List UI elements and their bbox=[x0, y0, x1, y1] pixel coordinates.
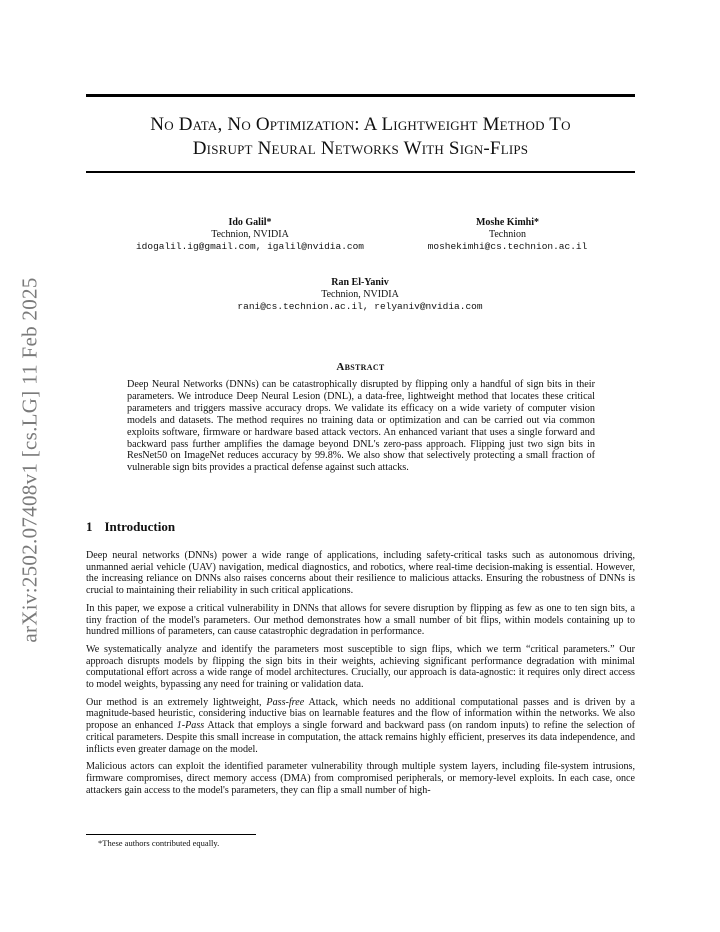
paragraph-4-text-b: Attack, which needs no additional computational passes and is driven by a magnitude-based heuristic, considering inductive bias on learnable features and the flow of information within the networks. We also propose an enhanced bbox=[86, 696, 635, 732]
abstract-heading: Abstract bbox=[336, 361, 385, 373]
paragraph-4-text-a: Our method is an extremely lightweight, bbox=[86, 696, 267, 708]
introduction-body bbox=[86, 550, 635, 802]
author-affiliation: Technion bbox=[488, 229, 527, 240]
paragraph-4 bbox=[86, 697, 635, 756]
section-heading bbox=[86, 519, 175, 535]
one-pass-term: 1-Pass bbox=[176, 720, 205, 732]
paragraph-4-text-c: Attack that employs a single forward and backward pass (on random inputs) to refine the selection of critical parameters. Despite this small increase in computation, the attack remains highly efficient, preserves its data independence, and inflicts even greater damage on the model. bbox=[86, 720, 635, 755]
paragraph-5: Malicious actors can exploit the identified parameter vulnerability through multiple system layers, including file-system intrusions, firmware compromises, direct memory access (DMA) from compromised peripherals, or memory-level exploits. In each case, once attackers gain access to the model's parameters, they can flip a small number of high- bbox=[86, 761, 635, 796]
title-line-1: No Data, No Optimization: A Lightweight Method To bbox=[150, 114, 571, 135]
author-name: Moshe Kimhi* bbox=[475, 217, 540, 228]
paragraph-3: We systematically analyze and identify the parameters most susceptible to sign flips, which we term “critical parameters.” Our approach disrupts models by flipping the sign bits in their weights, achieving significant performance degradation with minimal computational effort across a wide range of model architectures. Crucially, our approach is data-agnostic: it requires only direct access to model weights, bypassing any need for training or validation data. bbox=[86, 643, 635, 691]
author-block-2 bbox=[385, 217, 630, 253]
author-email: rani@cs.technion.ac.il, relyaniv@nvidia.com bbox=[237, 301, 483, 312]
author-name: Ido Galil* bbox=[228, 217, 272, 228]
footnote-rule bbox=[86, 834, 256, 835]
title-rule-top bbox=[86, 94, 635, 97]
section-number: 1 bbox=[86, 519, 93, 534]
paragraph-2: In this paper, we expose a critical vulnerability in DNNs that allows for severe disruption by flipping as few as one to ten sign bits, a tiny fraction of the model's parameters. Our method demonstrates how a small number of bit flips, within models containing up to hundred millions of parameters, can cause catastrophic degradation in performance. bbox=[86, 602, 635, 638]
pass-free-term: Pass-free bbox=[266, 696, 305, 708]
section-title: Introduction bbox=[104, 519, 176, 534]
arxiv-identifier bbox=[10, 250, 50, 670]
title-line-2: Disrupt Neural Networks With Sign-Flips bbox=[192, 138, 529, 159]
author-block-1 bbox=[110, 217, 390, 253]
author-name: Ran El-Yaniv bbox=[331, 277, 389, 288]
author-email: idogalil.ig@gmail.com, igalil@nvidia.com bbox=[135, 241, 365, 252]
author-email: moshekimhi@cs.technion.ac.il bbox=[427, 241, 588, 252]
arxiv-identifier-text: arXiv:2502.07408v1 [cs.LG] 11 Feb 2025 bbox=[17, 277, 42, 643]
paper-title bbox=[86, 113, 635, 161]
paragraph-1: Deep neural networks (DNNs) power a wide range of applications, including safety-critical tasks such as autonomous driving, unmanned aerial vehicle (UAV) navigation, medical diagnostics, and robotics, where real-time decision-making is essential. However, the increasing reliance on DNNs also raises concerns about their resilience to malicious attacks. Ensuring the robustness of DNNs is crucial to maintaining their reliability in such critical applications. bbox=[86, 550, 635, 597]
abstract-text: Deep Neural Networks (DNNs) can be catastrophically disrupted by flipping only a handful of sign bits in their parameters. We introduce Deep Neural Lesion (DNL), a data-free, lightweight method that locates these critical parameters and triggers massive accuracy drops. We validate its efficacy on a wide variety of computer vision models and datasets. The method requires no training data or optimization and can be carried out via common exploits software, firmware or hardware based attack vectors. An enhanced variant that uses a single forward and backward pass further amplifies the damage beyond DNL's zero-pass approach. Flipping just two sign bits in ResNet50 on ImageNet reduces accuracy by 99.8%. We also show that selectively protecting a small fraction of vulnerable sign bits provides a practical defense against such attacks. bbox=[127, 379, 595, 474]
footnote: *These authors contributed equally. bbox=[98, 838, 220, 848]
title-rule-bottom bbox=[86, 171, 635, 173]
author-affiliation: Technion, NVIDIA bbox=[321, 289, 399, 300]
author-block-3 bbox=[180, 277, 540, 313]
author-affiliation: Technion, NVIDIA bbox=[211, 229, 289, 240]
